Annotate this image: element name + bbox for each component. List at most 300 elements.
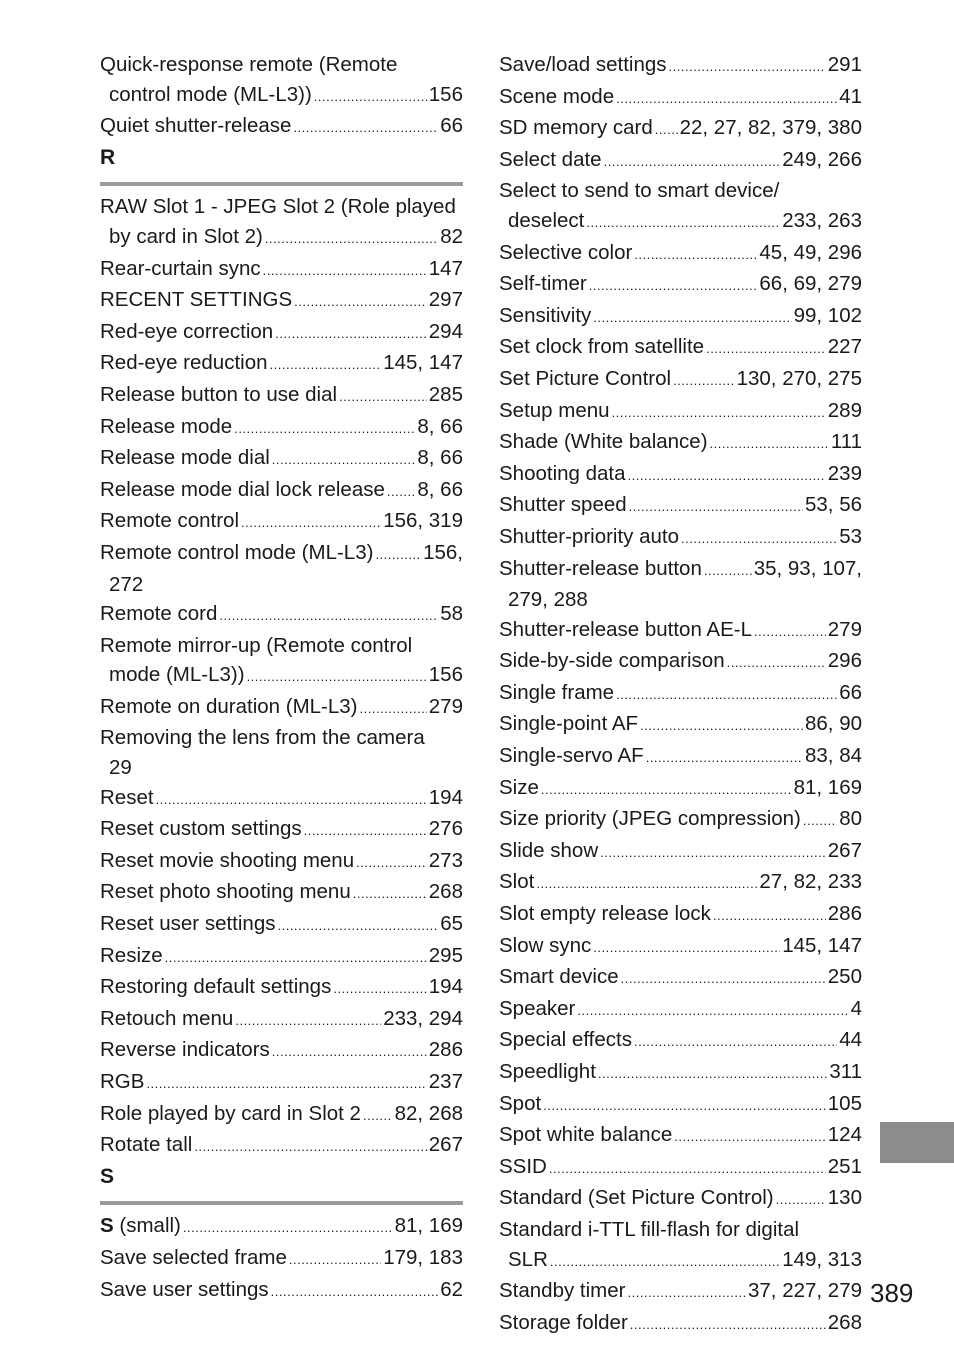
page-references: 111 [830, 430, 862, 454]
dot-leader [604, 147, 781, 177]
index-term: Release mode [100, 414, 233, 438]
index-entry-line [100, 1067, 463, 1099]
index-entry-line [499, 615, 862, 647]
section-divider [100, 1201, 463, 1205]
index-entry-line [499, 113, 862, 145]
index-entry [100, 111, 463, 143]
index-term: Single-servo AF [499, 744, 644, 768]
index-entry [499, 1089, 862, 1121]
index-entry-wrapped-pages [100, 753, 463, 783]
dot-leader [754, 617, 826, 647]
page-references: 8, 66 [417, 446, 463, 470]
index-column-left [100, 50, 463, 1306]
index-term: Shooting data [499, 461, 626, 485]
index-term: Special effects [499, 1028, 632, 1052]
dot-leader [593, 303, 791, 333]
index-entry [100, 1275, 463, 1307]
index-term-text: (small) [113, 1214, 181, 1238]
dot-leader [704, 556, 752, 586]
index-entry-line [499, 1152, 862, 1184]
dot-leader [263, 256, 427, 286]
index-entry [100, 285, 463, 317]
index-entry-line [100, 443, 463, 475]
dot-leader [630, 1310, 826, 1340]
index-entry-line [499, 176, 862, 206]
dot-leader [634, 1027, 837, 1057]
page-references: 37, 227, 279 [748, 1279, 862, 1303]
index-term: Restoring default settings [100, 975, 332, 999]
dot-leader [146, 1069, 426, 1099]
dot-leader [165, 943, 427, 973]
page-references: 295 [428, 943, 463, 967]
page-references: 35, 93, 107, [753, 556, 862, 580]
index-term: Reverse indicators [100, 1038, 270, 1062]
index-entry-line [499, 1089, 862, 1121]
index-term: SD memory card [499, 116, 653, 140]
index-entry-line [100, 1275, 463, 1307]
index-term: Standard (Set Picture Control) [499, 1186, 774, 1210]
index-entry [499, 931, 862, 963]
index-entry-line [499, 867, 862, 899]
index-entry [100, 1130, 463, 1162]
index-entry-line [100, 1211, 463, 1243]
dot-leader [272, 1037, 427, 1067]
index-term: Select date [499, 147, 602, 171]
index-entry-line [100, 814, 463, 846]
index-entry [499, 145, 862, 177]
dot-leader [304, 816, 427, 846]
index-term: Single frame [499, 680, 615, 704]
page-references: 249, 266 [782, 147, 862, 171]
index-term: Red-eye reduction [100, 351, 268, 375]
index-entry [499, 741, 862, 773]
index-entry [100, 814, 463, 846]
index-entry [499, 1025, 862, 1057]
page-references: 8, 66 [417, 414, 463, 438]
index-term: Slot [499, 870, 535, 894]
index-entry-line [499, 773, 862, 805]
index-entry [499, 773, 862, 805]
dot-leader [713, 901, 826, 931]
dot-leader [247, 662, 427, 692]
page-references: 250 [827, 965, 862, 989]
index-term: Smart device [499, 965, 619, 989]
page-references: 58 [440, 602, 463, 626]
page-references: 22, 27, 82, 379, 380 [679, 116, 862, 140]
page-references: 276 [428, 817, 463, 841]
index-term: Spot white balance [499, 1123, 673, 1147]
index-entry-line [100, 909, 463, 941]
index-entry [499, 554, 862, 615]
index-entry [499, 678, 862, 710]
dot-leader [234, 414, 415, 444]
dot-leader [616, 680, 837, 710]
page-references: 289 [827, 398, 862, 422]
index-entry-line [499, 1120, 862, 1152]
index-term: Sensitivity [499, 303, 592, 327]
index-entry [100, 538, 463, 599]
index-entry-line [499, 490, 862, 522]
index-term: Slot empty release lock [499, 902, 711, 926]
page-references: 156 [428, 663, 463, 687]
index-entry-line [100, 1004, 463, 1036]
dot-leader [272, 445, 416, 475]
index-entry-line [100, 877, 463, 909]
index-entry-line [100, 192, 463, 222]
dot-leader [241, 508, 381, 538]
index-entry-line [499, 1276, 862, 1308]
index-entry [499, 490, 862, 522]
dot-leader [600, 838, 826, 868]
index-entry [499, 522, 862, 554]
index-entry [499, 994, 862, 1026]
index-entry-continuation [100, 80, 463, 112]
page-references: 99, 102 [793, 303, 862, 327]
dot-leader [375, 540, 421, 570]
index-entry-line [499, 962, 862, 994]
page-references: 124 [827, 1123, 862, 1147]
page-references: 66 [839, 680, 862, 704]
index-entry-line [499, 1308, 862, 1340]
page-references: 179, 183 [383, 1245, 463, 1269]
index-entry-line [499, 459, 862, 491]
index-entry [100, 783, 463, 815]
page-references: 4 [850, 996, 862, 1020]
page-references: 311 [829, 1060, 862, 1083]
page-references: 156, [423, 540, 463, 564]
dot-leader [333, 974, 426, 1004]
index-entry-line [499, 1025, 862, 1057]
index-entry [499, 1308, 862, 1340]
index-term: Red-eye correction [100, 319, 274, 343]
index-entry [499, 836, 862, 868]
page-references: 45, 49, 296 [759, 240, 862, 264]
index-entry-continuation [499, 1245, 862, 1277]
index-term: Reset custom settings [100, 817, 302, 841]
index-entry [499, 459, 862, 491]
dot-leader [353, 879, 427, 909]
index-term: Quiet shutter-release [100, 114, 292, 138]
dot-leader [616, 84, 837, 114]
dot-leader [339, 382, 427, 412]
index-entry-line [100, 1099, 463, 1131]
page-references: 294 [428, 319, 463, 343]
dot-leader [646, 743, 803, 773]
page-references: 267 [827, 838, 862, 862]
index-term: Remote on duration (ML-L3) [100, 694, 358, 718]
index-entry [499, 269, 862, 301]
index-term: Spot [499, 1091, 542, 1115]
page-references: 156 [428, 82, 463, 106]
dot-leader [235, 1006, 381, 1036]
index-entry-line [499, 931, 862, 963]
index-entry [499, 332, 862, 364]
dot-leader [549, 1154, 826, 1184]
index-term: Retouch menu [100, 1006, 234, 1030]
dot-leader [536, 869, 757, 899]
index-entry-line [499, 804, 862, 836]
index-term [100, 1211, 181, 1241]
index-entry-line [100, 412, 463, 444]
index-term: Save user settings [100, 1277, 269, 1301]
page-references: 239 [827, 461, 862, 485]
index-entry [499, 867, 862, 899]
index-term-continuation: SLR [508, 1247, 548, 1271]
index-entry-line [499, 269, 862, 301]
index-entry [100, 412, 463, 444]
page-references-wrapped: 279, 288 [508, 588, 588, 612]
page-references: 80 [839, 807, 862, 831]
dot-leader [289, 1245, 381, 1275]
dot-leader [627, 1278, 746, 1308]
index-term: Shade (White balance) [499, 430, 708, 454]
index-entry [100, 348, 463, 380]
index-entry-line [100, 111, 463, 143]
index-term: Removing the lens from the camera [100, 726, 425, 750]
index-term: Reset [100, 785, 154, 809]
index-entry-line [100, 972, 463, 1004]
index-entry-line [499, 646, 862, 678]
dot-leader [621, 964, 826, 994]
dot-leader [629, 492, 803, 522]
index-entry [100, 380, 463, 412]
index-entry-line [499, 1215, 862, 1245]
index-entry [100, 1099, 463, 1131]
dot-leader [577, 996, 848, 1026]
dot-leader [803, 806, 837, 836]
index-entry [499, 396, 862, 428]
index-entry-line [499, 554, 862, 586]
index-entry [100, 192, 463, 253]
dot-leader [293, 113, 438, 143]
index-term: Shutter-release button [499, 556, 702, 580]
index-term: Selective color [499, 240, 633, 264]
index-entry [100, 599, 463, 631]
index-term: Slide show [499, 838, 599, 862]
section-letter-r: R [100, 145, 116, 169]
index-term: Reset user settings [100, 912, 276, 936]
index-entry-wrapped-pages [499, 585, 862, 615]
index-entry [499, 238, 862, 270]
index-entry [499, 804, 862, 836]
page-references: 194 [428, 975, 463, 999]
index-entry-line [499, 678, 862, 710]
index-entry-line [499, 709, 862, 741]
dot-leader [543, 1091, 826, 1121]
index-entry-line [100, 1130, 463, 1162]
page-references: 66, 69, 279 [759, 272, 862, 296]
dot-leader [387, 477, 416, 507]
index-entry [100, 443, 463, 475]
index-entry [100, 723, 463, 782]
page-references: 227 [827, 335, 862, 359]
index-term: Release mode dial [100, 446, 270, 470]
index-term: Release mode dial lock release [100, 477, 385, 501]
index-entry-line [100, 380, 463, 412]
dot-leader [586, 208, 780, 238]
index-entry-line [499, 836, 862, 868]
dot-leader [277, 911, 438, 941]
index-term: Remote control mode (ML-L3) [100, 540, 374, 564]
index-entry [100, 877, 463, 909]
dot-leader [265, 224, 438, 254]
dot-leader [550, 1247, 780, 1277]
page-references: 251 [827, 1154, 862, 1178]
index-term: Speaker [499, 996, 576, 1020]
index-term-bold: S [100, 1214, 114, 1238]
index-entry-continuation [100, 222, 463, 254]
index-entry [499, 82, 862, 114]
index-entry [100, 1211, 463, 1243]
index-entry [499, 1183, 862, 1215]
page-references-wrapped: 272 [109, 572, 144, 596]
dot-leader [628, 461, 826, 491]
dot-leader [634, 240, 757, 270]
page-references: 233, 263 [782, 208, 862, 232]
index-term: RAW Slot 1 - JPEG Slot 2 (Role played [100, 195, 456, 219]
page-references: 279 [428, 694, 463, 718]
section-letter-s: S [100, 1164, 115, 1188]
index-term: Save selected frame [100, 1245, 287, 1269]
index-entry-line [100, 538, 463, 570]
page-references: 66 [440, 114, 463, 138]
dot-leader [363, 1101, 393, 1131]
page-references: 156, 319 [383, 509, 463, 533]
index-entry-line [100, 317, 463, 349]
page-references: 41 [839, 84, 862, 108]
index-term: Single-point AF [499, 712, 639, 736]
index-entry-line [499, 145, 862, 177]
index-entry [100, 692, 463, 724]
index-term: Save/load settings [499, 53, 667, 76]
page-references: 268 [827, 1310, 862, 1334]
index-entry [100, 50, 463, 111]
index-entry-line [100, 599, 463, 631]
page-references: 53, 56 [805, 493, 862, 517]
index-entry-line [100, 1243, 463, 1275]
index-term: Rotate tall [100, 1133, 193, 1157]
index-entry-line [100, 254, 463, 286]
index-entry [100, 1035, 463, 1067]
index-entry [100, 1004, 463, 1036]
index-term: Shutter-priority auto [499, 524, 680, 548]
index-entry [100, 475, 463, 507]
dot-leader [219, 601, 438, 631]
index-term: Slow sync [499, 933, 592, 957]
index-entry [499, 176, 862, 237]
index-entry [100, 631, 463, 692]
index-term: Remote cord [100, 602, 218, 626]
index-entry [499, 50, 862, 82]
index-entry [100, 909, 463, 941]
index-entry [100, 254, 463, 286]
page-references: 145, 147 [383, 351, 463, 375]
index-term: Self-timer [499, 272, 587, 296]
index-entry-line [100, 50, 463, 80]
dot-leader [294, 287, 427, 317]
index-entry-line [100, 1035, 463, 1067]
index-entry-line [499, 82, 862, 114]
dot-leader [674, 1122, 826, 1152]
index-entry [100, 1067, 463, 1099]
index-entry [499, 899, 862, 931]
dot-leader [612, 398, 826, 428]
dot-leader [593, 933, 780, 963]
index-entry-line [499, 899, 862, 931]
index-entry-line [499, 741, 862, 773]
page-references: 8, 66 [417, 477, 463, 501]
page-references: 81, 169 [793, 775, 862, 799]
page-references: 83, 84 [805, 744, 862, 768]
page-references: 44 [839, 1028, 862, 1052]
dot-leader [589, 271, 758, 301]
index-entry [499, 1152, 862, 1184]
index-entry-line [100, 783, 463, 815]
index-entry-line [100, 692, 463, 724]
index-entry-wrapped-pages [100, 570, 463, 600]
index-term: Reset movie shooting menu [100, 848, 355, 872]
index-entry [100, 1243, 463, 1275]
dot-leader [640, 711, 803, 741]
index-term-continuation: mode (ML-L3)) [109, 663, 245, 687]
dot-leader [356, 848, 427, 878]
page-references: 62 [440, 1277, 463, 1301]
index-entry-continuation [499, 206, 862, 238]
index-entry [100, 317, 463, 349]
index-entry [499, 1057, 862, 1089]
dot-leader [360, 694, 427, 724]
dot-leader [541, 775, 792, 805]
page-references: 296 [827, 649, 862, 673]
index-entry-line [499, 522, 862, 554]
index-term: RGB [100, 1070, 145, 1093]
index-entry [100, 941, 463, 973]
index-term: Scene mode [499, 84, 615, 108]
dot-leader [727, 648, 826, 678]
dot-leader [681, 524, 837, 554]
index-term: Standby timer [499, 1279, 626, 1303]
page-references: 105 [827, 1091, 862, 1115]
dot-leader [194, 1132, 426, 1162]
dot-leader [314, 82, 427, 112]
index-term: Size [499, 775, 539, 799]
index-term: Resize [100, 943, 163, 967]
index-entry [499, 1276, 862, 1308]
index-entry [499, 427, 862, 459]
index-term: Shutter speed [499, 493, 627, 517]
index-term: Shutter-release button AE-L [499, 617, 752, 641]
page-references: 27, 82, 233 [759, 870, 862, 894]
index-entry-line [499, 1057, 862, 1089]
page-references: 65 [440, 912, 463, 936]
page-references: 82 [440, 224, 463, 248]
index-term: Quick-response remote (Remote [100, 53, 398, 76]
page-references: 81, 169 [394, 1214, 463, 1238]
page-references: 237 [428, 1070, 463, 1093]
index-entry [499, 1120, 862, 1152]
index-entry-line [100, 506, 463, 538]
index-entry-line [499, 50, 862, 82]
dot-leader [275, 319, 427, 349]
index-term: Reset photo shooting menu [100, 880, 351, 904]
page-references: 285 [428, 382, 463, 406]
page-references: 291 [827, 53, 862, 76]
page-references-wrapped: 29 [109, 756, 132, 780]
index-entry [499, 1215, 862, 1276]
index-term: Standard i-TTL fill-flash for digital [499, 1217, 800, 1241]
index-entry-line [499, 332, 862, 364]
page-references: 147 [428, 256, 463, 280]
